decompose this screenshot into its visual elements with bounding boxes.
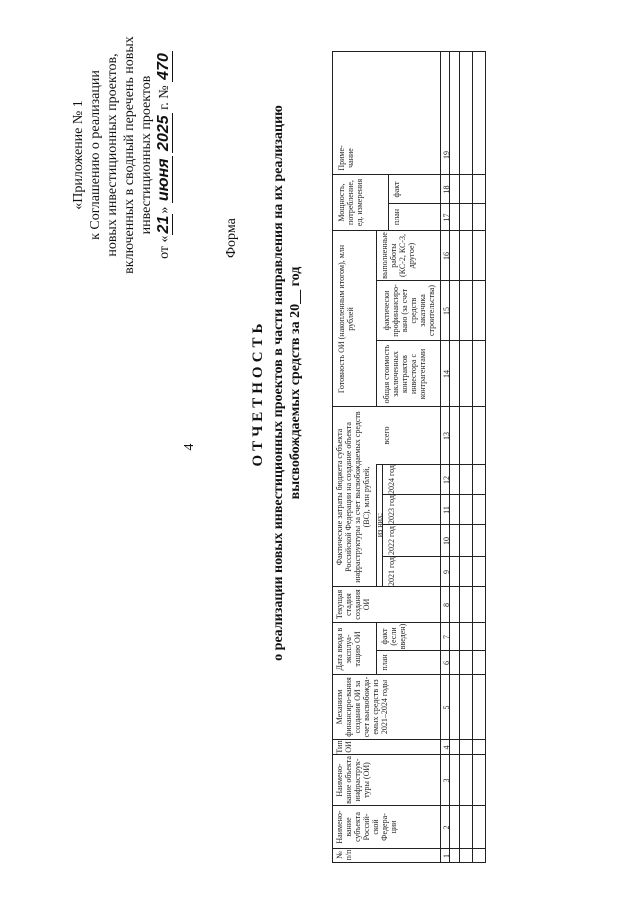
page-number: 4 [182,443,197,451]
col-line [332,805,486,806]
header-2023: 2023 год [387,495,396,524]
document-subtitle [270,0,304,793]
header-commissioning-date: Дата ввода в эксплуа-тацию ОИ [335,627,362,671]
appendix-block [70,5,173,305]
col-line [388,203,486,204]
col-line [332,622,486,623]
header-2022: 2022 год [387,526,396,555]
data-row-line [472,51,473,863]
data-row-line [459,51,460,863]
col-number: 6 [442,661,451,665]
col-line [332,586,486,587]
header-works: выполненные работы (КС-2, КС-3, другое) [380,232,416,279]
header-subline [376,623,377,675]
appendix-line: новых инвестиционных проектов, [105,53,120,257]
header-cap-fact: факт [392,181,401,198]
header-num: № п/п [335,849,353,861]
col-number: 12 [442,476,451,484]
col-number: 1 [442,854,451,858]
header-readiness: Готовность ОИ (накопленным итогом), млн рублей [337,244,355,394]
appendix-line: инвестиционных проектов [139,75,154,235]
number-row-line [440,51,441,863]
col-number: 17 [442,213,451,222]
appendix-date-line: от «21» июня 2025 г. № 470 [155,53,172,259]
col-number: 14 [442,370,451,378]
doc-number-handwritten: 470 [155,53,172,80]
header-of-them: из них: [375,512,384,538]
col-line [332,739,486,740]
header-subline [376,231,377,407]
header-2024: 2024 год [387,465,396,494]
col-number: 3 [442,778,451,783]
col-number: 19 [442,151,451,159]
header-total: всего [382,426,391,445]
form-label: Форма [224,218,239,258]
number-prefix: г. № [157,85,172,110]
header-capacity: Мощность, потребление, ед. измерения [337,178,364,227]
header-mechanism: Механизм финансиро-вания создания ОИ за счет высвобожда-емых средств из 2021–2024 годы [335,676,389,738]
appendix-line: включенных в сводный перечень новых [122,36,137,274]
header-plan: план [380,654,389,671]
table-border [332,51,486,52]
header-2021: 2021 год [387,557,396,586]
col-number: 4 [442,745,451,750]
header-type: Тип ОИ [335,740,353,754]
header-subline [388,175,389,231]
header-financed: фактически профинансиро-вано (за счет средств заказчика строительства) [382,284,436,337]
col-line [382,494,486,495]
header-fact: факт (если введен) [380,623,407,650]
col-number: 18 [442,185,451,194]
col-number: 7 [442,635,451,639]
col-line [332,674,486,675]
col-number: 9 [442,570,451,574]
header-costs: Фактические затраты бюджета субъекта Российской Федерации на создание объекта инфраструктуры за счет высвобождаемых средств (ВС), млн рублей, [335,411,371,583]
col-line [382,556,486,557]
col-number: 13 [442,432,451,440]
col-number: 11 [442,506,451,514]
table-border [332,51,333,863]
col-line [376,340,486,341]
header-object: Наимено-вание объекта инфраструк-туры (ОИ) [335,756,371,804]
col-line [376,280,486,281]
header-note: Приме-чание [337,145,355,171]
col-line [332,406,486,407]
day-handwritten: 21 [155,215,172,234]
table-border [332,862,486,863]
col-line [332,230,486,231]
col-line [332,754,486,755]
col-line [382,524,486,525]
report-table [332,51,486,863]
header-cap-plan: план [392,208,401,226]
col-number: 5 [442,705,451,710]
col-number: 16 [442,252,451,260]
col-line [376,650,486,651]
month-handwritten: июня [155,158,172,202]
col-number: 15 [442,307,451,315]
col-number: 10 [442,537,451,545]
header-region: Наимено-вание субъекта Россий-ской Федера-ции [335,810,398,844]
appendix-line: к Соглашению о реализации [88,70,103,240]
subtitle-line: высвобождаемых средств за 20__ год [288,266,303,500]
document-title: ОТЧЕТНОСТЬ [250,319,266,467]
col-line [332,848,486,849]
table-border [485,51,486,863]
appendix-line: «Приложение № 1 [71,100,86,210]
header-stage: Текущая стадия создания ОИ [335,589,371,620]
col-number: 8 [442,603,451,607]
col-number: 2 [442,825,451,830]
subtitle-line: о реализации новых инвестиционных проектов в части направления на их реализацию [271,105,286,661]
year-handwritten: 2025 [155,115,172,151]
header-contracts: общая стоимость заключенных контрактов инвестора с контрагентами [382,344,427,404]
date-prefix: от « [157,235,172,259]
col-line [332,174,486,175]
